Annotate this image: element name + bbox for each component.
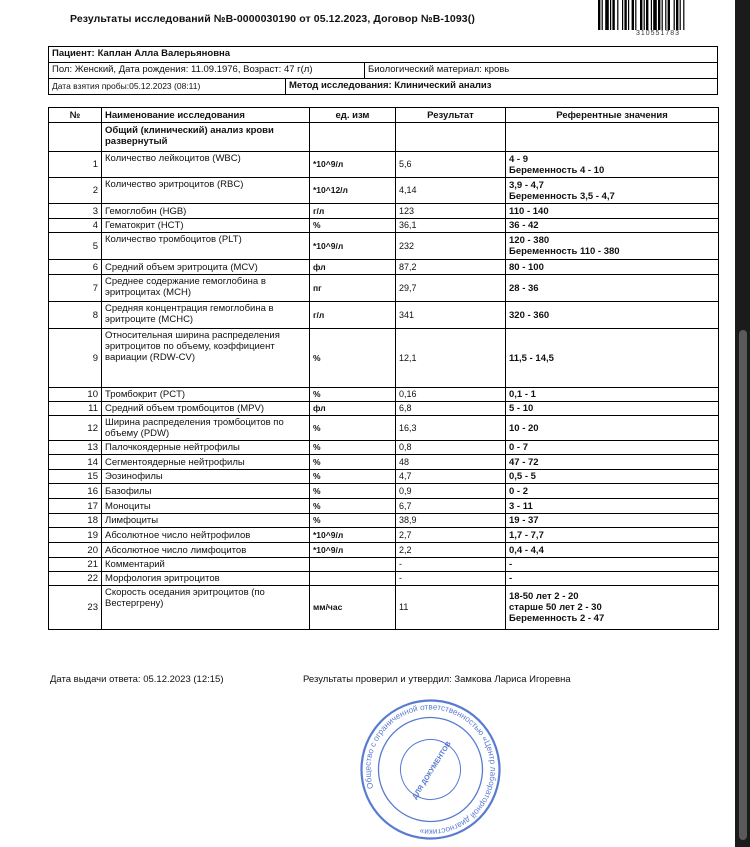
reference-line: Беременность 4 - 10: [509, 164, 605, 176]
test-unit: %: [310, 470, 396, 484]
test-unit: г/л: [310, 302, 396, 329]
barcode-image: [598, 0, 718, 30]
test-unit: %: [310, 329, 396, 388]
test-result: 6,8: [396, 402, 506, 416]
test-name: Морфология эритроцитов: [102, 572, 310, 586]
test-name: Эозинофилы: [102, 470, 310, 484]
window-scrollbar[interactable]: [735, 0, 750, 847]
header-unit: ед. изм: [310, 108, 396, 123]
test-unit: *10^9/л: [310, 528, 396, 543]
row-number: 10: [49, 388, 102, 402]
reference-values: [506, 484, 719, 499]
row-number: 21: [49, 558, 102, 572]
row-number: 18: [49, 514, 102, 528]
reference-values: [506, 441, 719, 455]
test-unit: мм/час: [310, 586, 396, 630]
reference-line: 10 - 20: [509, 422, 539, 434]
issue-date: Дата выдачи ответа: 05.12.2023 (12:15): [50, 674, 224, 685]
reference-line: -: [509, 559, 513, 570]
row-number: 7: [49, 275, 102, 302]
test-unit: %: [310, 499, 396, 514]
header-result: Результат: [396, 108, 506, 123]
reference-values: [506, 528, 719, 543]
sample-date: Дата взятия пробы:05.12.2023 (08:11): [49, 79, 286, 94]
row-number: 19: [49, 528, 102, 543]
table-row: [49, 484, 719, 499]
reference-values: [506, 329, 719, 388]
row-number: 9: [49, 329, 102, 388]
table-row: [49, 302, 719, 329]
test-result: 36,1: [396, 219, 506, 233]
reference-line: 0,5 - 5: [509, 471, 536, 482]
reference-line: 110 - 140: [509, 205, 549, 217]
reference-line: старше 50 лет 2 - 30: [509, 602, 602, 613]
reference-values: [506, 233, 719, 260]
test-unit: %: [310, 441, 396, 455]
sample-row: [49, 79, 717, 94]
section-row: [49, 123, 719, 152]
table-row: [49, 402, 719, 416]
reference-line: 120 - 380: [509, 235, 550, 246]
reference-line: -: [509, 573, 513, 584]
reference-values: [506, 402, 719, 416]
table-row: [49, 470, 719, 484]
test-unit: %: [310, 219, 396, 233]
patient-name: Каплан Алла Валерьяновна: [97, 48, 231, 59]
test-unit: %: [310, 455, 396, 470]
row-number: 16: [49, 484, 102, 499]
seal-stamp-image: [358, 697, 503, 842]
test-unit: %: [310, 388, 396, 402]
row-number: 20: [49, 543, 102, 558]
test-result: 29,7: [396, 275, 506, 302]
test-name: Комментарий: [102, 558, 310, 572]
table-row: [49, 152, 719, 178]
reference-values: [506, 204, 719, 219]
table-row: [49, 499, 719, 514]
row-number: 1: [49, 152, 102, 178]
test-result: 0,16: [396, 388, 506, 402]
results-table: [48, 107, 719, 630]
table-row: [49, 275, 719, 302]
test-name: Гематокрит (HCT): [102, 219, 310, 233]
test-result: 2,7: [396, 528, 506, 543]
reference-line: 11,5 - 14,5: [509, 352, 554, 364]
table-row: [49, 572, 719, 586]
test-name: Скорость оседания эритроцитов (по Вестергрену): [102, 586, 310, 630]
svg-text:ДЛЯ ДОКУМЕНТОВ: ДЛЯ ДОКУМЕНТОВ: [411, 740, 453, 801]
test-result: 5,6: [396, 152, 506, 178]
test-result: 87,2: [396, 260, 506, 275]
test-result: 2,2: [396, 543, 506, 558]
test-result: 0,9: [396, 484, 506, 499]
test-name: Ширина распределения тромбоцитов по объему (PDW): [102, 416, 310, 441]
table-header-row: [49, 108, 719, 123]
test-result: 48: [396, 455, 506, 470]
row-number: 13: [49, 441, 102, 455]
table-row: [49, 329, 719, 388]
test-name: Средний объем эритроцита (MCV): [102, 260, 310, 275]
reference-values: [506, 219, 719, 233]
test-name: Базофилы: [102, 484, 310, 499]
reference-values: [506, 455, 719, 470]
table-row: [49, 178, 719, 204]
test-result: 4,7: [396, 470, 506, 484]
document-title: Результаты исследований №В-0000030190 от 05.12.2023, Договор №В-1093(): [70, 13, 475, 25]
table-row: [49, 514, 719, 528]
patient-name-label: Пациент:: [52, 48, 95, 59]
test-name: Сегментоядерные нейтрофилы: [102, 455, 310, 470]
test-name: Абсолютное число лимфоцитов: [102, 543, 310, 558]
test-name: Гемоглобин (HGB): [102, 204, 310, 219]
test-result: 16,3: [396, 416, 506, 441]
test-result: 6,7: [396, 499, 506, 514]
test-result: -: [396, 572, 506, 586]
test-unit: фл: [310, 260, 396, 275]
table-row: [49, 233, 719, 260]
patient-info-block: [48, 46, 718, 95]
test-name: Относительная ширина распределения эритроцитов по объему, коэффициент вариации (RDW-CV): [102, 329, 310, 388]
table-row: [49, 416, 719, 441]
row-number: 11: [49, 402, 102, 416]
test-result: 38,9: [396, 514, 506, 528]
table-row: [49, 441, 719, 455]
reference-values: [506, 514, 719, 528]
test-unit: *10^9/л: [310, 543, 396, 558]
test-unit: [310, 558, 396, 572]
table-row: [49, 543, 719, 558]
reference-values: [506, 416, 719, 441]
test-name: Тромбокрит (PCT): [102, 388, 310, 402]
patient-details-row: [49, 63, 717, 79]
header-name: Наименование исследования: [102, 108, 310, 123]
reference-line: 0 - 2: [509, 485, 529, 497]
test-result: 232: [396, 233, 506, 260]
svg-text:Общество с ограниченной ответс: Общество с ограниченной ответственностью «Центр лабораторной диагностики»: [363, 702, 498, 837]
row-number: 4: [49, 219, 102, 233]
header-reference: Референтные значения: [506, 108, 719, 123]
reference-line: 1,7 - 7,7: [509, 529, 544, 541]
reference-values: [506, 275, 719, 302]
reference-values: [506, 260, 719, 275]
row-number: 6: [49, 260, 102, 275]
test-name: Количество эритроцитов (RBC): [102, 178, 310, 204]
reference-values: [506, 388, 719, 402]
row-number: 15: [49, 470, 102, 484]
row-number: 23: [49, 586, 102, 630]
test-result: 341: [396, 302, 506, 329]
reference-line: 3,9 - 4,7: [509, 179, 544, 191]
test-name: Количество лейкоцитов (WBC): [102, 152, 310, 178]
test-name: Моноциты: [102, 499, 310, 514]
reference-line: 3 - 11: [509, 500, 533, 512]
test-unit: [310, 572, 396, 586]
barcode-number: 310551783: [635, 30, 681, 37]
test-result: 11: [396, 586, 506, 630]
reference-line: 36 - 42: [509, 220, 539, 231]
reference-line: 4 - 9: [509, 153, 529, 165]
table-row: [49, 586, 719, 630]
verified-by: Результаты проверил и утвердил: Замкова Лариса Игоревна: [303, 674, 571, 685]
test-result: 0,8: [396, 441, 506, 455]
reference-line: 5 - 10: [509, 403, 534, 414]
row-number: 12: [49, 416, 102, 441]
header-number: №: [49, 108, 102, 123]
reference-values: [506, 470, 719, 484]
test-name: Лимфоциты: [102, 514, 310, 528]
test-unit: *10^12/л: [310, 178, 396, 204]
reference-line: Беременность 3,5 - 4,7: [509, 190, 615, 202]
reference-line: 47 - 72: [509, 456, 539, 468]
reference-values: [506, 572, 719, 586]
row-number: 8: [49, 302, 102, 329]
reference-line: 0,1 - 1: [509, 389, 536, 400]
test-name: Средний объем тромбоцитов (MPV): [102, 402, 310, 416]
reference-values: [506, 152, 719, 178]
test-result: 123: [396, 204, 506, 219]
patient-details: Пол: Женский, Дата рождения: 11.09.1976, Возраст: 47 г(л): [49, 63, 365, 78]
test-result: -: [396, 558, 506, 572]
biological-material: Биологический материал: кровь: [368, 64, 510, 75]
scrollbar-thumb[interactable]: [739, 330, 747, 840]
row-number: 14: [49, 455, 102, 470]
row-number: 5: [49, 233, 102, 260]
test-name: Палочкоядерные нейтрофилы: [102, 441, 310, 455]
table-row: [49, 528, 719, 543]
test-name: Абсолютное число нейтрофилов: [102, 528, 310, 543]
row-number: 22: [49, 572, 102, 586]
reference-line: Беременность 2 - 47: [509, 613, 605, 624]
test-unit: *10^9/л: [310, 152, 396, 178]
reference-line: 0 - 7: [509, 442, 529, 453]
test-unit: фл: [310, 402, 396, 416]
table-row: [49, 219, 719, 233]
test-unit: *10^9/л: [310, 233, 396, 260]
reference-values: [506, 302, 719, 329]
table-row: [49, 260, 719, 275]
test-name: Количество тромбоцитов (PLT): [102, 233, 310, 260]
test-unit: %: [310, 416, 396, 441]
row-number: 2: [49, 178, 102, 204]
reference-line: 28 - 36: [509, 282, 539, 294]
test-unit: %: [310, 514, 396, 528]
table-row: [49, 558, 719, 572]
reference-values: [506, 178, 719, 204]
reference-values: [506, 586, 719, 630]
test-result: 12,1: [396, 329, 506, 388]
reference-line: 18-50 лет 2 - 20: [509, 591, 579, 602]
table-row: [49, 455, 719, 470]
reference-line: 320 - 360: [509, 309, 550, 321]
reference-values: [506, 543, 719, 558]
reference-line: 0,4 - 4,4: [509, 544, 544, 556]
reference-line: Беременность 110 - 380: [509, 246, 620, 257]
reference-values: [506, 499, 719, 514]
row-number: 3: [49, 204, 102, 219]
reference-line: 19 - 37: [509, 515, 539, 526]
row-number: 17: [49, 499, 102, 514]
section-title: Общий (клинический) анализ крови развернутый: [102, 123, 310, 152]
patient-name-row: [49, 47, 717, 63]
test-name: Среднее содержание гемоглобина в эритроцитах (MCH): [102, 275, 310, 302]
reference-values: [506, 558, 719, 572]
test-name: Средняя концентрация гемоглобина в эритроците (MCHC): [102, 302, 310, 329]
table-row: [49, 204, 719, 219]
table-row: [49, 388, 719, 402]
test-unit: пг: [310, 275, 396, 302]
research-method: Метод исследования: Клинический анализ: [289, 80, 492, 91]
test-unit: %: [310, 484, 396, 499]
test-unit: г/л: [310, 204, 396, 219]
test-result: 4,14: [396, 178, 506, 204]
reference-line: 80 - 100: [509, 261, 544, 273]
